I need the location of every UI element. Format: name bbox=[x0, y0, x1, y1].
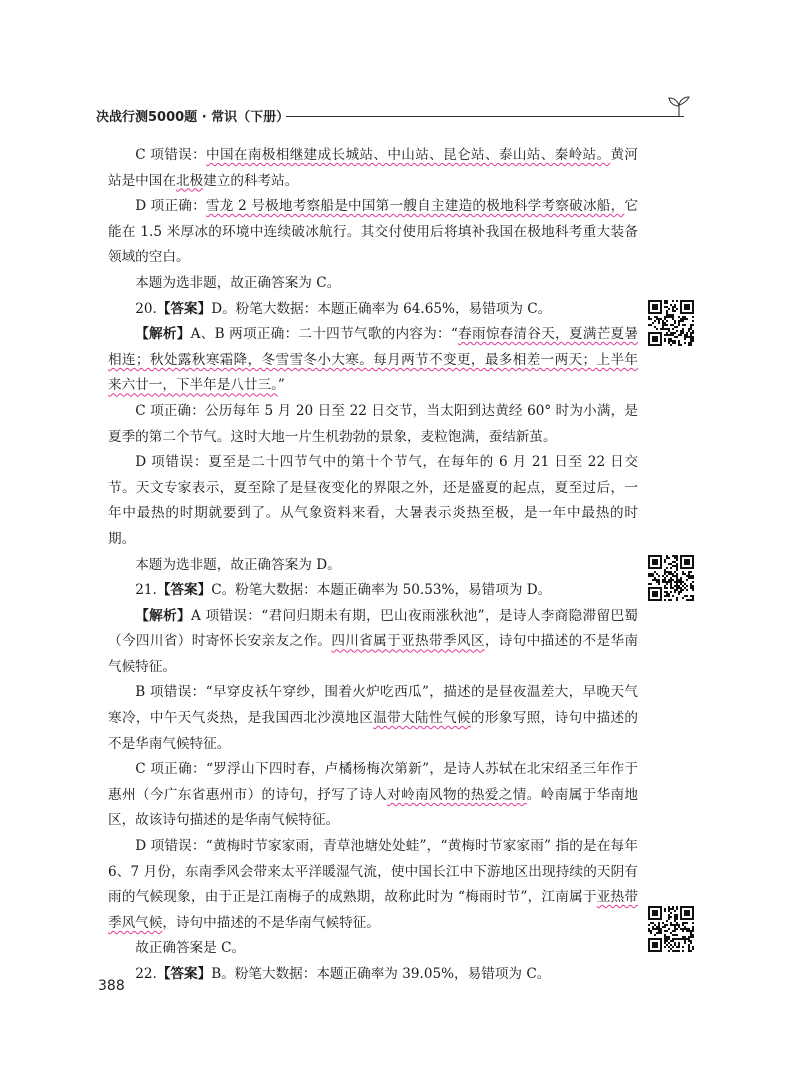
page-number: 388 bbox=[98, 978, 125, 994]
paragraph: 本题为选非题，故正确答案为 C。 bbox=[135, 274, 341, 291]
qr-code-icon[interactable] bbox=[648, 555, 694, 601]
paragraph: B 项错误：“早穿皮袄午穿纱，围着火炉吃西瓜”，描述的是昼夜温差大，早晚天气寒冷，中午天气炎热，是我国西北沙漠地区温带大陆性气候的形象写照，诗句中描述的不是华南气候特征。 bbox=[108, 684, 639, 752]
analysis-20: 【解析】A、B 两项正确：二十四节气歌的内容为：“春雨惊春清谷天，夏满芒夏暑相连；秋处露秋寒霜降，冬雪雪冬小大寒。每月两节不变更，最多相差一两天；上半年来六廿一，下半年是八廿三。” bbox=[108, 326, 639, 394]
analysis-21: 【解析】A 项错误：“君问归期未有期，巴山夜雨涨秋池”，是诗人李商隐滞留巴蜀（今四川省）时寄怀长安亲友之作。四川省属于亚热带季风区，诗句中描述的不是华南气候特征。 bbox=[108, 607, 639, 675]
paragraph: 故正确答案是 C。 bbox=[135, 940, 246, 957]
paragraph: C 项正确：“罗浮山下四时春，卢橘杨梅次第新”，是诗人苏轼在北宋绍圣三年作于惠州（今广东省惠州市）的诗句，抒写了诗人对岭南风物的热爱之情。岭南属于华南地区，故该诗句描述的是华南气候特征。 bbox=[108, 761, 639, 829]
paragraph: C 项错误：中国在南极相继建成长城站、中山站、昆仑站、泰山站、秦岭站。黄河站是中国在北极建立的科考站。 bbox=[108, 147, 638, 189]
book-title: 决战行测5000题 · 常识（下册） bbox=[96, 110, 290, 125]
leaf-sprout-icon bbox=[666, 96, 692, 122]
answer-line-21: 21.【答案】C。粉笔大数据：本题正确率为 50.53%，易错项为 D。 bbox=[135, 582, 552, 599]
running-header bbox=[96, 104, 696, 128]
paragraph: D 项正确：雪龙 2 号极地考察船是中国第一艘自主建造的极地科学考察破冰船，它能在 1.5 米厚冰的环境中连续破冰航行。其交付使用后将填补我国在极地科考重大装备领域的空白。 bbox=[108, 198, 638, 266]
header-rule bbox=[286, 116, 684, 117]
qr-code-icon[interactable] bbox=[648, 300, 694, 346]
paragraph: C 项正确：公历每年 5 月 20 日至 22 日交节，当太阳到达黄经 60° 时为小满，是夏季的第二个节气。这时大地一片生机勃勃的景象，麦粒饱满，蚕结新茧。 bbox=[108, 402, 638, 445]
paragraph: 本题为选非题，故正确答案为 D。 bbox=[135, 556, 341, 573]
paragraph: D 项错误：夏至是二十四节气中的第十个节气，在每年的 6 月 21 日至 22 日交节。天文专家表示，夏至除了是昼夜变化的界限之外，还是盛夏的起点，夏至过后，一年中最热的时期就要到了。从气象资料来看，大暑表示炎热至极，是一年中最热的时期。 bbox=[108, 454, 638, 547]
qr-code-icon[interactable] bbox=[648, 906, 694, 952]
paragraph: D 项错误：“黄梅时节家家雨，青草池塘处处蛙”，“黄梅时节家家雨” 指的是在每年 6、7 月份，东南季风会带来太平洋暖湿气流，使中国长江中下游地区出现持续的天阴有雨的气候现象，由于正是江南梅子的成熟期，故称此时为 “梅雨时节”，江南属于亚热带季风气候，诗句中描述的不是华南气候特征。 bbox=[108, 838, 638, 931]
answer-explanations bbox=[108, 143, 638, 988]
answer-line-22: 22.【答案】B。粉笔大数据：本题正确率为 39.05%，易错项为 C。 bbox=[135, 966, 551, 982]
answer-line-20: 20.【答案】D。粉笔大数据：本题正确率为 64.65%，易错项为 C。 bbox=[135, 300, 552, 317]
